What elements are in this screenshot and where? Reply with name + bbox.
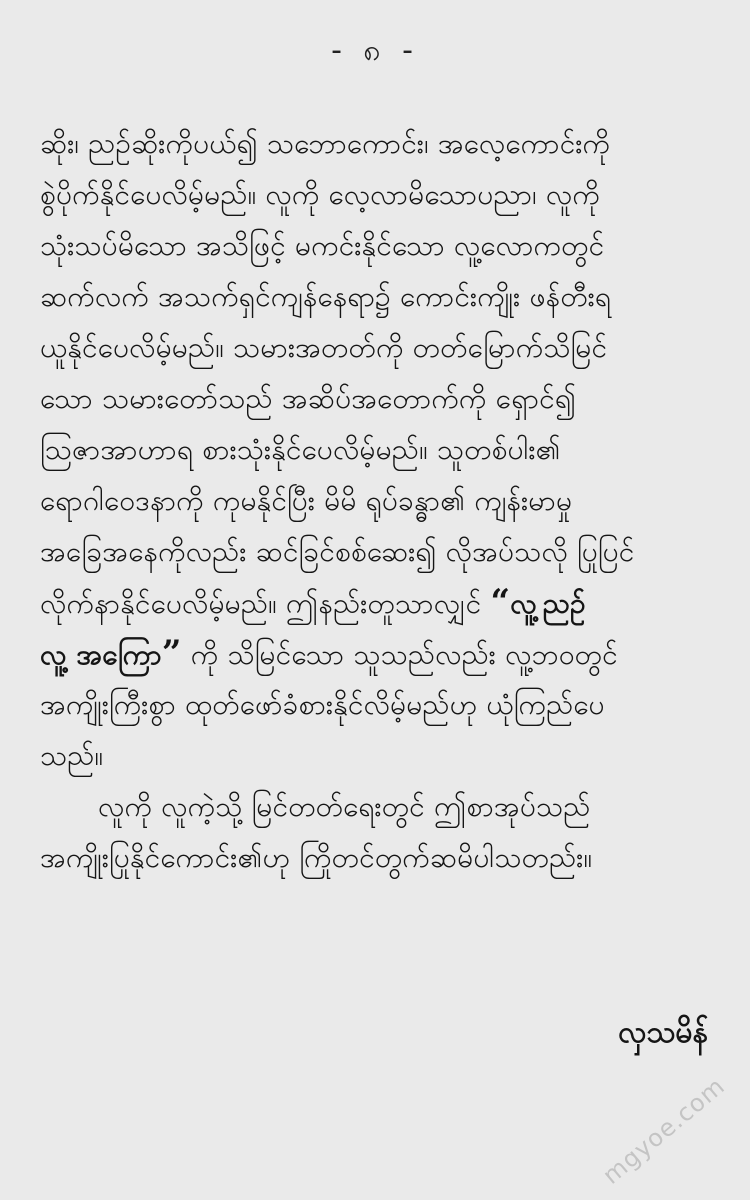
page-number: - ၈ - bbox=[331, 33, 419, 68]
text-line-7: သြဇာအာဟာရ စားသုံးနိုင်ပေလိမ့်မည်။ သူတစ်ပါး၏ bbox=[40, 433, 561, 466]
site-watermark: mgyoe.com bbox=[597, 1071, 731, 1190]
emphasized-phrase-2: လူ့ အကြော bbox=[40, 638, 162, 671]
text-line-6: သော သမားတော်သည် အဆိပ်အတောက်ကို ရှောင်၍ bbox=[40, 382, 577, 415]
text-line-1: ဆိုး၊ ညဉ်ဆိုးကိုပယ်၍ သဘောကောင်း၊ အလေ့ကောင်းကို bbox=[40, 127, 611, 160]
page-content bbox=[40, 118, 720, 883]
author-signature: လှသမိန် bbox=[618, 1015, 708, 1050]
close-quote: ” bbox=[161, 633, 182, 673]
text-line-14: လူကို လူကဲ့သို့ မြင်တတ်ရေးတွင် ဤစာအုပ်သည် bbox=[98, 790, 591, 823]
text-line-10-main: လိုက်နာနိုင်ပေလိမ့်မည်။ ဤနည်းတူသာလျှင် bbox=[40, 587, 482, 620]
text-line-5: ယူနိုင်ပေလိမ့်မည်။ သမားအတတ်ကို တတ်မြောက်သိမြင် bbox=[40, 331, 608, 364]
text-line-9: အခြေအနေကိုလည်း ဆင်ခြင်စစ်ဆေး၍ လိုအပ်သလို ပြုပြင် bbox=[40, 535, 635, 568]
emphasized-phrase-1: လူ့ညဉ် bbox=[510, 587, 586, 620]
text-line-4: ဆက်လက် အသက်ရှင်ကျန်နေရာ၌ ကောင်းကျိုး ဖန်တီးရ bbox=[40, 280, 612, 313]
text-line-13: သည်။ bbox=[40, 739, 104, 772]
paragraph-2 bbox=[40, 781, 720, 883]
text-line-11 bbox=[40, 628, 720, 679]
paragraph-1 bbox=[40, 118, 720, 781]
text-line-12: အကျိုးကြီးစွာ ထုတ်ဖော်ခံစားနိုင်လိမ့်မည်ဟု ယုံကြည်ပေ bbox=[40, 688, 605, 721]
text-line-11-main: ကို သိမြင်သော သူသည်လည်း လူ့ဘဝတွင် bbox=[190, 638, 618, 671]
text-line-3: သုံးသပ်မိသော အသိဖြင့် မကင်းနိုင်သော လူ့လောကတွင် bbox=[40, 229, 605, 262]
text-line-10 bbox=[40, 577, 720, 628]
text-line-2: စွဲပိုက်နိုင်ပေလိမ့်မည်။ လူကို လေ့လာမိသောပညာ၊ လူကို bbox=[40, 178, 600, 211]
text-line-15: အကျိုးပြုနိုင်ကောင်း၏ဟု ကြိုတင်တွက်ဆမိပါသတည်း။ bbox=[40, 841, 593, 874]
text-line-8: ရောဂါဝေဒနာကို ကုမနိုင်ပြီး မိမိ ရုပ်ခန္ဓာ၏ ကျန်းမာမှု bbox=[40, 484, 573, 517]
open-quote: “ bbox=[490, 582, 511, 622]
